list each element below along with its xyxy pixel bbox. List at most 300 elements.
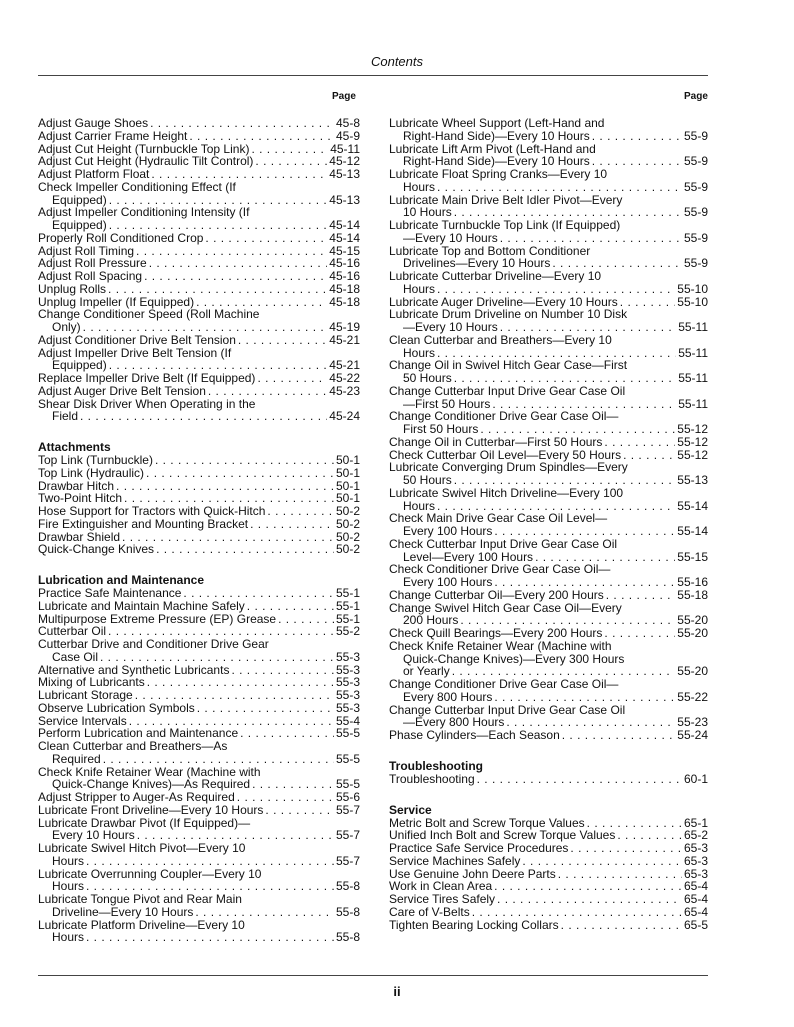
toc-entry-line (38, 410, 360, 423)
toc-entry[interactable] (389, 729, 708, 742)
toc-entry[interactable] (389, 219, 708, 245)
toc-entry-line (38, 283, 360, 296)
dot-leader (617, 829, 682, 842)
toc-entry-page: 55-8 (335, 904, 360, 919)
dot-leader (477, 773, 682, 786)
toc-entry[interactable] (389, 461, 708, 487)
toc-entry-page: 65-4 (683, 904, 708, 919)
toc-entry-text: Right-Hand Side)—Every 10 Hours (403, 128, 590, 143)
toc-entry-text: Adjust Conditioner Drive Belt Tension (38, 332, 236, 347)
toc-entry[interactable] (38, 117, 360, 130)
toc-entry-text: Lubricate Converging Drum Spindles—Every (389, 460, 628, 475)
dot-leader (454, 372, 676, 385)
toc-entry[interactable] (38, 505, 360, 518)
toc-entry-page: 65-4 (683, 879, 708, 894)
dot-leader (100, 651, 334, 664)
toc-entry-page: 55-3 (335, 700, 360, 715)
toc-entry-text: Lubricate Drum Driveline on Number 10 Disk (389, 307, 628, 322)
toc-entry-page: 45-8 (335, 116, 360, 130)
toc-entry-text: Quick-Change Knives)—As Required (52, 777, 251, 792)
toc-entry-page: 55-10 (677, 281, 708, 296)
toc-entry-line (38, 117, 360, 130)
toc-entry-text: Service Machines Safely (389, 853, 521, 868)
dot-leader (604, 436, 675, 449)
toc-entry-page: 45-12 (329, 154, 360, 169)
toc-entry[interactable] (389, 359, 708, 385)
toc-entry-line (38, 232, 360, 245)
toc-entry-text: Hours (52, 853, 85, 868)
toc-entry-line (38, 505, 360, 518)
toc-entry-line (38, 931, 360, 944)
toc-entry-text: Every 100 Hours (403, 524, 493, 538)
toc-entry-text: Check Knife Retainer Wear (Machine with (389, 638, 612, 653)
dot-leader (135, 689, 334, 702)
toc-entry-line (38, 270, 360, 283)
toc-entry-text: —First 50 Hours (403, 396, 491, 411)
toc-entry-page: 55-13 (677, 473, 708, 487)
toc-entry-text: Care of V-Belts (389, 904, 470, 919)
toc-entry-text: Drawbar Hitch (38, 478, 115, 493)
toc-entry-text: Lubricate Float Spring Cranks—Every 10 (389, 167, 608, 181)
toc-entry-text: Service Intervals (38, 713, 127, 728)
toc-entry-text: Level—Every 100 Hours (403, 549, 534, 564)
toc-entry[interactable] (389, 117, 708, 143)
toc-entry-page: 55-5 (335, 726, 360, 741)
toc-entry-text: Equipped) (52, 358, 107, 373)
toc-entry-line (389, 589, 708, 602)
dot-leader (437, 181, 682, 194)
toc-entry[interactable] (38, 130, 360, 143)
toc-entry[interactable] (38, 283, 360, 296)
toc-entry-line (389, 283, 708, 296)
toc-entry-page: 55-3 (335, 688, 360, 702)
toc-entry[interactable] (389, 773, 708, 786)
toc-entry-text: Lubricate Drawbar Pivot (If Equipped)— (38, 815, 251, 830)
toc-entry-page: 55-5 (335, 777, 360, 792)
toc-entry-page: 55-9 (683, 128, 708, 143)
dot-leader (497, 893, 682, 906)
toc-entry-text: Lubricate Auger Driveline—Every 10 Hours (389, 294, 618, 309)
toc-entry-text: Practice Safe Service Procedures (389, 841, 569, 855)
toc-entry-text: Hours (403, 345, 436, 360)
toc-section (389, 804, 708, 932)
dot-leader (103, 753, 334, 766)
toc-entry-line (38, 467, 360, 480)
toc-entry[interactable] (389, 640, 708, 678)
toc-entry-line (389, 906, 708, 919)
toc-entry-text: Two-Point Hitch (38, 491, 123, 506)
toc-entry-text: Change Cutterbar Oil—Every 200 Hours (389, 587, 604, 602)
toc-entry-text: Change Conditioner Drive Gear Case Oil— (389, 677, 619, 691)
toc-entry-page: 55-22 (677, 689, 708, 704)
toc-entry-text: Check Cutterbar Input Drive Gear Case Oil (389, 536, 618, 551)
toc-entry-text: Unplug Rolls (38, 281, 107, 296)
toc-entry[interactable] (389, 436, 708, 449)
toc-entry-text: Hours (52, 879, 85, 894)
toc-entry-text: Top Link (Hydraulic) (38, 465, 145, 480)
toc-entry-text: Adjust Roll Spacing (38, 269, 143, 283)
toc-entry-line (389, 436, 708, 449)
toc-entry[interactable] (38, 270, 360, 283)
toc-entry-text: Top Link (Turnbuckle) (38, 453, 153, 467)
dot-leader (558, 868, 682, 881)
toc-entry[interactable] (38, 454, 360, 467)
toc-entry[interactable] (38, 334, 360, 347)
toc-entry-page: 55-5 (335, 751, 360, 766)
toc-entry[interactable] (389, 334, 708, 360)
toc-entry-text: —Every 10 Hours (403, 320, 498, 334)
toc-entry-text: Lubricate Overrunning Coupler—Every 10 (38, 866, 262, 881)
toc-entry[interactable] (38, 543, 360, 556)
dot-leader (109, 219, 328, 232)
toc-entry[interactable] (389, 512, 708, 538)
dot-leader (606, 589, 676, 602)
toc-entry-page: 55-7 (335, 853, 360, 868)
toc-entry[interactable] (38, 740, 360, 766)
toc-entry[interactable] (38, 347, 360, 373)
toc-entry[interactable] (38, 868, 360, 894)
dot-leader (454, 474, 676, 487)
toc-entry-line (38, 702, 360, 715)
toc-entry-page: 55-4 (335, 713, 360, 728)
toc-entry-line (38, 587, 360, 600)
toc-entry[interactable] (389, 194, 708, 220)
toc-entry-text: Use Genuine John Deere Parts (389, 866, 556, 881)
section-title: Troubleshooting (389, 758, 483, 773)
toc-section (389, 760, 708, 786)
toc-entry-text: Case Oil (52, 649, 99, 664)
toc-entry-text: First 50 Hours (403, 422, 479, 436)
toc-entry[interactable] (389, 385, 708, 411)
toc-entry-text: 50 Hours (403, 371, 452, 385)
toc-entry-line (38, 130, 360, 143)
toc-entry-text: Lubricate Wheel Support (Left-Hand and (389, 116, 605, 130)
toc-entry[interactable] (38, 372, 360, 385)
toc-entry-line (38, 385, 360, 398)
toc-entry[interactable] (389, 704, 708, 730)
toc-entry[interactable] (389, 589, 708, 602)
toc-left-column (38, 117, 360, 944)
toc-entry-text: —Every 800 Hours (403, 715, 505, 730)
toc-entry-page: 55-16 (677, 575, 708, 589)
toc-entry-line (389, 130, 708, 143)
toc-entry-page: 55-9 (683, 230, 708, 245)
dot-leader (155, 454, 334, 467)
toc-entry[interactable] (389, 602, 708, 628)
section-title: Service (389, 802, 432, 817)
toc-entry[interactable] (38, 206, 360, 232)
toc-entry-page: 55-7 (335, 802, 360, 817)
dot-leader (522, 855, 682, 868)
toc-entry-line (38, 372, 360, 385)
toc-entry[interactable] (38, 308, 360, 334)
toc-entry-line (38, 219, 360, 232)
toc-entry-text: Equipped) (52, 192, 107, 207)
toc-entry-page: 55-12 (677, 434, 708, 449)
toc-entry-line (38, 906, 360, 919)
toc-entry-text: Driveline—Every 10 Hours (52, 904, 194, 919)
toc-entry-text: Service Tires Safely (389, 892, 496, 906)
toc-entry[interactable] (38, 766, 360, 792)
toc-entry-text: Right-Hand Side)—Every 10 Hours (403, 154, 590, 169)
toc-entry[interactable] (38, 702, 360, 715)
toc-entry-text: Change Cutterbar Input Drive Gear Case Oil (389, 383, 626, 398)
toc-entry-page: 50-2 (335, 504, 360, 518)
toc-entry[interactable] (38, 385, 360, 398)
toc-entry[interactable] (38, 919, 360, 945)
toc-entry-text: Lubricant Storage (38, 688, 133, 702)
toc-entry[interactable] (38, 518, 360, 531)
toc-entry-text: 10 Hours (403, 205, 452, 220)
dot-leader (562, 729, 676, 742)
toc-entry-line (38, 753, 360, 766)
toc-entry-text: Mixing of Lubricants (38, 675, 145, 690)
toc-entry-page: 55-3 (335, 675, 360, 690)
dot-leader (494, 880, 682, 893)
toc-entry-page: 55-8 (335, 930, 360, 945)
toc-entry-page: 45-22 (329, 371, 360, 385)
toc-entry-page: 55-1 (335, 611, 360, 626)
toc-entry-page: 65-3 (683, 866, 708, 881)
dot-leader (146, 467, 334, 480)
toc-entry-page: 55-7 (335, 828, 360, 843)
toc-entry-text: —Every 10 Hours (403, 230, 498, 245)
dot-leader (238, 334, 327, 347)
dot-leader (80, 410, 327, 423)
toc-entry-text: Clean Cutterbar and Breathers—As (38, 739, 228, 753)
toc-entry[interactable] (389, 855, 708, 868)
toc-entry-text: Adjust Carrier Frame Height (38, 128, 188, 143)
toc-entry[interactable] (389, 308, 708, 334)
toc-entry[interactable] (389, 410, 708, 436)
toc-entry-line (389, 321, 708, 334)
toc-entry-text: Adjust Roll Pressure (38, 256, 147, 271)
toc-entry[interactable] (38, 232, 360, 245)
toc-entry-page: 45-13 (329, 192, 360, 207)
toc-entry-line (38, 791, 360, 804)
toc-entry-text: Every 800 Hours (403, 689, 493, 704)
toc-entry[interactable] (38, 168, 360, 181)
toc-entry[interactable] (38, 689, 360, 702)
toc-entry-text: Quick-Change Knives)—Every 300 Hours (403, 651, 625, 666)
dot-leader (205, 232, 327, 245)
toc-entry-text: Practice Safe Maintenance (38, 586, 182, 600)
toc-entry[interactable] (38, 893, 360, 919)
toc-entry-line (389, 691, 708, 704)
toc-entry-text: Properly Roll Conditioned Crop (38, 230, 204, 245)
toc-entry-text: Hours (403, 498, 436, 513)
dot-leader (83, 321, 328, 334)
toc-entry[interactable] (389, 270, 708, 296)
toc-entry-page: 45-9 (335, 128, 360, 143)
page-column-label-right: Page (684, 91, 708, 102)
toc-entry-text: Change Swivel Hitch Gear Case Oil—Every (389, 600, 622, 615)
toc-entry[interactable] (389, 678, 708, 704)
toc-entry-text: Adjust Platform Float (38, 167, 150, 181)
toc-entry[interactable] (389, 487, 708, 513)
toc-entry[interactable] (389, 168, 708, 194)
toc-entry-line (38, 518, 360, 531)
toc-entry-page: 45-18 (329, 281, 360, 296)
dot-leader (604, 627, 675, 640)
toc-entry-line (38, 855, 360, 868)
toc-entry-page: 55-20 (677, 664, 708, 679)
toc-entry-page: 65-1 (683, 815, 708, 830)
toc-entry[interactable] (38, 791, 360, 804)
toc-entry[interactable] (38, 817, 360, 843)
toc-entry[interactable] (389, 538, 708, 564)
toc-entry-text: Check Quill Bearings—Every 200 Hours (389, 626, 603, 640)
toc-entry-text: Lubricate Turnbuckle Top Link (If Equipped) (389, 218, 621, 232)
toc-entry-page: 55-11 (678, 371, 708, 385)
toc-entry-page: 55-9 (683, 256, 708, 271)
toc-entry-page: 55-12 (677, 422, 708, 436)
dot-leader (278, 613, 334, 626)
toc-entry-text: Lubricate Front Driveline—Every 10 Hours (38, 802, 264, 817)
toc-entry-text: Change Cutterbar Input Drive Gear Case Oil (389, 702, 626, 717)
dot-leader (208, 385, 327, 398)
toc-entry-page: 65-3 (683, 853, 708, 868)
dot-leader (247, 600, 334, 613)
toc-right-column (389, 117, 708, 931)
toc-entry-page: 45-16 (329, 269, 360, 283)
toc-entry-text: Perform Lubrication and Maintenance (38, 726, 239, 741)
toc-entry-page: 45-14 (329, 218, 360, 232)
toc-entry-text: Lubricate Lift Arm Pivot (Left-Hand and (389, 141, 596, 156)
toc-entry-page: 55-3 (335, 649, 360, 664)
toc-entry-page: 50-2 (335, 542, 360, 557)
toc-entry-text: 200 Hours (403, 613, 459, 628)
dot-leader (197, 702, 334, 715)
toc-section (38, 117, 360, 423)
dot-leader (250, 518, 334, 531)
toc-entry-page: 55-1 (335, 598, 360, 613)
toc-entry-text: Adjust Cut Height (Turnbuckle Top Link) (38, 141, 250, 156)
toc-entry-page: 55-11 (678, 396, 708, 411)
toc-entry-text: Tighten Bearing Locking Collars (389, 917, 559, 932)
dot-leader (136, 245, 327, 258)
dot-leader (570, 842, 682, 855)
toc-entry[interactable] (389, 245, 708, 271)
toc-entry[interactable] (38, 804, 360, 817)
toc-entry-page: 55-15 (677, 549, 708, 564)
toc-entry-text: Multipurpose Extreme Pressure (EP) Grease (38, 611, 277, 626)
toc-entry[interactable] (389, 563, 708, 589)
toc-entry-text: Observe Lubrication Symbols (38, 700, 195, 715)
section-title: Attachments (38, 440, 111, 454)
toc-entry-page: 45-16 (329, 256, 360, 271)
dot-leader (472, 906, 682, 919)
toc-entry-text: Hose Support for Tractors with Quick-Hitch (38, 504, 266, 518)
toc-entry-text: Check Knife Retainer Wear (Machine with (38, 764, 261, 779)
toc-entry-line (38, 543, 360, 556)
toc-entry-line (389, 181, 708, 194)
toc-entry-text: Alternative and Synthetic Lubricants (38, 662, 230, 677)
toc-entry-line (389, 729, 708, 742)
dot-leader (252, 778, 334, 791)
toc-entry[interactable] (389, 143, 708, 169)
toc-entry-text: Only) (52, 320, 81, 334)
toc-entry-text: Adjust Impeller Conditioning Intensity (If (38, 205, 250, 220)
toc-entry-page: 45-14 (329, 230, 360, 245)
toc-entry[interactable] (389, 842, 708, 855)
toc-entry-page: 45-11 (330, 141, 360, 156)
toc-entry-text: Lubricate Swivel Hitch Driveline—Every 100 (389, 485, 624, 500)
toc-entry-page: 50-1 (335, 453, 360, 467)
toc-entry-line (38, 651, 360, 664)
dot-leader (116, 480, 334, 493)
toc-entry-page: 55-3 (335, 662, 360, 677)
dot-leader (149, 257, 328, 270)
toc-entry-page: 55-11 (678, 320, 708, 334)
toc-entry-line (389, 423, 708, 436)
toc-entry-text: Check Impeller Conditioning Effect (If (38, 179, 236, 194)
dot-leader (494, 525, 675, 538)
dot-leader (480, 423, 675, 436)
dot-leader (108, 283, 327, 296)
toc-entry-page: 45-23 (329, 383, 360, 398)
dot-leader (156, 543, 334, 556)
dot-leader (251, 143, 328, 156)
toc-entry-text: 50 Hours (403, 473, 452, 487)
dot-leader (267, 505, 334, 518)
toc-entry[interactable] (389, 627, 708, 640)
toc-entry[interactable] (38, 398, 360, 424)
toc-entry-line (38, 804, 360, 817)
toc-entry-page: 55-2 (335, 624, 360, 639)
toc-entry-page: 55-10 (677, 294, 708, 309)
dot-leader (183, 587, 334, 600)
toc-entry-line (389, 627, 708, 640)
dot-leader (255, 155, 327, 168)
dot-leader (265, 804, 334, 817)
toc-entry[interactable] (389, 893, 708, 906)
toc-entry[interactable] (38, 181, 360, 207)
toc-entry[interactable] (389, 906, 708, 919)
toc-entry-line (389, 842, 708, 855)
toc-entry[interactable] (38, 467, 360, 480)
dot-leader (150, 117, 334, 130)
toc-entry-page: 55-24 (677, 728, 708, 742)
toc-entry-page: 50-1 (335, 465, 360, 480)
toc-entry-page: 45-21 (329, 358, 360, 373)
toc-entry-text: Replace Impeller Drive Belt (If Equipped) (38, 371, 256, 385)
toc-entry-text: Adjust Roll Timing (38, 243, 135, 258)
dot-leader (144, 270, 327, 283)
toc-entry-text: Phase Cylinders—Each Season (389, 728, 560, 742)
toc-entry[interactable] (38, 600, 360, 613)
toc-entry-page: 55-18 (677, 587, 708, 602)
toc-entry-text: Hours (403, 281, 436, 296)
toc-entry-page: 50-1 (335, 478, 360, 493)
toc-entry-text: Cutterbar Drive and Conditioner Drive Gear (38, 637, 269, 651)
dot-leader (257, 372, 327, 385)
toc-entry-text: Unified Inch Bolt and Screw Torque Values (389, 828, 616, 843)
toc-entry[interactable] (38, 587, 360, 600)
toc-entry[interactable] (38, 842, 360, 868)
toc-entry-page: 55-1 (335, 586, 360, 600)
toc-section (389, 117, 708, 742)
toc-entry[interactable] (38, 638, 360, 664)
toc-entry-text: Every 100 Hours (403, 575, 493, 589)
dot-leader (494, 691, 675, 704)
toc-entry-line (389, 855, 708, 868)
toc-entry-text: Troubleshooting (389, 771, 475, 786)
toc-entry-text: Lubricate Cutterbar Driveline—Every 10 (389, 269, 602, 283)
toc-entry-page: 65-4 (683, 892, 708, 906)
toc-entry-text: Adjust Auger Drive Belt Tension (38, 383, 206, 398)
toc-entry[interactable] (389, 919, 708, 932)
